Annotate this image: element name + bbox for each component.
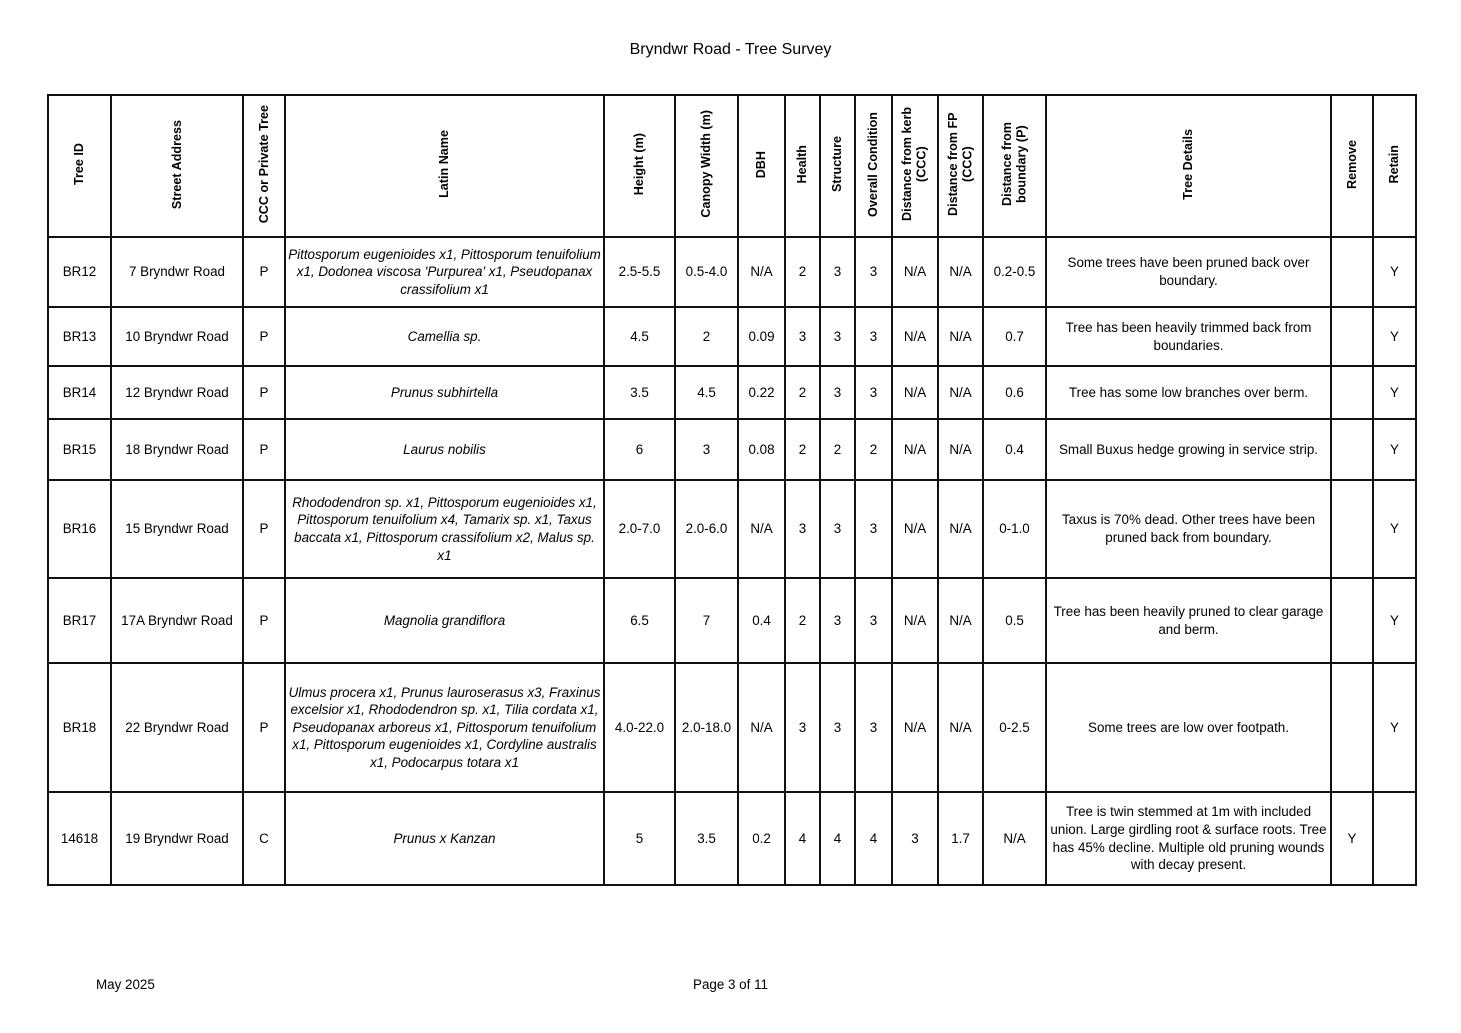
health-cell: 2: [785, 366, 820, 419]
tree-id-cell: BR14: [48, 366, 111, 419]
header-latin-name: Latin Name: [285, 95, 604, 237]
tree-id-cell: BR17: [48, 578, 111, 663]
overall-cell: 3: [855, 307, 892, 366]
fp-distance-cell: N/A: [938, 366, 983, 419]
boundary-distance-cell: 0.6: [983, 366, 1046, 419]
remove-cell: [1331, 663, 1373, 792]
dbh-cell: 0.2: [738, 792, 785, 885]
latin-name-cell: Prunus x Kanzan: [285, 792, 604, 885]
header-retain: Retain: [1373, 95, 1416, 237]
canopy-cell: 2: [675, 307, 738, 366]
kerb-distance-cell: 3: [892, 792, 938, 885]
header-dbh: DBH: [738, 95, 785, 237]
overall-cell: 3: [855, 366, 892, 419]
canopy-cell: 0.5-4.0: [675, 237, 738, 307]
boundary-distance-cell: 0-1.0: [983, 480, 1046, 578]
header-tree-id: Tree ID: [48, 95, 111, 237]
tree-details-cell: Small Buxus hedge growing in service strip.: [1046, 419, 1331, 480]
dbh-cell: 0.4: [738, 578, 785, 663]
dbh-cell: 0.09: [738, 307, 785, 366]
health-cell: 3: [785, 663, 820, 792]
ownership-cell: P: [243, 307, 285, 366]
overall-cell: 3: [855, 578, 892, 663]
boundary-distance-cell: N/A: [983, 792, 1046, 885]
latin-name-cell: Prunus subhirtella: [285, 366, 604, 419]
health-cell: 3: [785, 480, 820, 578]
retain-cell: [1373, 792, 1416, 885]
kerb-distance-cell: N/A: [892, 366, 938, 419]
canopy-cell: 3: [675, 419, 738, 480]
dbh-cell: 0.08: [738, 419, 785, 480]
tree-details-cell: Tree has been heavily trimmed back from boundaries.: [1046, 307, 1331, 366]
remove-cell: [1331, 237, 1373, 307]
header-tree-details: Tree Details: [1046, 95, 1331, 237]
structure-cell: 4: [820, 792, 855, 885]
header-distance-fp: Distance from FP (CCC): [938, 95, 983, 237]
fp-distance-cell: N/A: [938, 307, 983, 366]
tree-id-cell: BR12: [48, 237, 111, 307]
ownership-cell: P: [243, 480, 285, 578]
remove-cell: [1331, 307, 1373, 366]
overall-cell: 3: [855, 663, 892, 792]
height-cell: 2.5-5.5: [604, 237, 675, 307]
fp-distance-cell: N/A: [938, 480, 983, 578]
header-street-address: Street Address: [111, 95, 243, 237]
kerb-distance-cell: N/A: [892, 480, 938, 578]
table-row: [48, 366, 1416, 419]
fp-distance-cell: N/A: [938, 237, 983, 307]
address-cell: 18 Bryndwr Road: [111, 419, 243, 480]
tree-details-cell: Some trees are low over footpath.: [1046, 663, 1331, 792]
header-distance-boundary: Distance from boundary (P): [983, 95, 1046, 237]
footer-date: May 2025: [96, 977, 155, 992]
ownership-cell: P: [243, 366, 285, 419]
structure-cell: 3: [820, 366, 855, 419]
table-row: [48, 237, 1416, 307]
retain-cell: Y: [1373, 480, 1416, 578]
retain-cell: Y: [1373, 578, 1416, 663]
boundary-distance-cell: 0.2-0.5: [983, 237, 1046, 307]
header-row: [48, 95, 1416, 237]
fp-distance-cell: 1.7: [938, 792, 983, 885]
tree-details-cell: Some trees have been pruned back over boundary.: [1046, 237, 1331, 307]
kerb-distance-cell: N/A: [892, 307, 938, 366]
header-structure: Structure: [820, 95, 855, 237]
address-cell: 19 Bryndwr Road: [111, 792, 243, 885]
table-row: [48, 663, 1416, 792]
kerb-distance-cell: N/A: [892, 419, 938, 480]
structure-cell: 3: [820, 480, 855, 578]
header-height: Height (m): [604, 95, 675, 237]
structure-cell: 3: [820, 307, 855, 366]
canopy-cell: 3.5: [675, 792, 738, 885]
health-cell: 4: [785, 792, 820, 885]
dbh-cell: N/A: [738, 480, 785, 578]
overall-cell: 3: [855, 237, 892, 307]
remove-cell: [1331, 419, 1373, 480]
header-distance-kerb: Distance from kerb (CCC): [892, 95, 938, 237]
fp-distance-cell: N/A: [938, 419, 983, 480]
height-cell: 6.5: [604, 578, 675, 663]
table-row: [48, 307, 1416, 366]
health-cell: 3: [785, 307, 820, 366]
latin-name-cell: Laurus nobilis: [285, 419, 604, 480]
latin-name-cell: Ulmus procera x1, Prunus lauroserasus x3, Fraxinus excelsior x1, Rhododendron sp. x1, Tilia cordata x1, Pseudopanax arboreus x1, Pittosporum tenuifolium x1, Pittosporum eugenioides x1, Cordyline australis x1, Podocarpus totara x1: [285, 663, 604, 792]
tree-id-cell: BR18: [48, 663, 111, 792]
address-cell: 12 Bryndwr Road: [111, 366, 243, 419]
canopy-cell: 4.5: [675, 366, 738, 419]
retain-cell: Y: [1373, 237, 1416, 307]
latin-name-cell: Rhododendron sp. x1, Pittosporum eugenioides x1, Pittosporum tenuifolium x4, Tamarix sp. x1, Taxus baccata x1, Pittosporum crassifolium x2, Malus sp. x1: [285, 480, 604, 578]
structure-cell: 3: [820, 663, 855, 792]
kerb-distance-cell: N/A: [892, 578, 938, 663]
header-ccc-or-private: CCC or Private Tree: [243, 95, 285, 237]
overall-cell: 2: [855, 419, 892, 480]
address-cell: 10 Bryndwr Road: [111, 307, 243, 366]
remove-cell: [1331, 578, 1373, 663]
tree-details-cell: Tree is twin stemmed at 1m with included union. Large girdling root & surface roots. Tree has 45% decline. Multiple old pruning wounds with decay present.: [1046, 792, 1331, 885]
structure-cell: 3: [820, 237, 855, 307]
fp-distance-cell: N/A: [938, 663, 983, 792]
canopy-cell: 2.0-6.0: [675, 480, 738, 578]
dbh-cell: N/A: [738, 237, 785, 307]
height-cell: 6: [604, 419, 675, 480]
header-remove: Remove: [1331, 95, 1373, 237]
latin-name-cell: Magnolia grandiflora: [285, 578, 604, 663]
footer-page-number: Page 3 of 11: [693, 977, 768, 992]
header-overall-condition: Overall Condition: [855, 95, 892, 237]
height-cell: 5: [604, 792, 675, 885]
tree-id-cell: 14618: [48, 792, 111, 885]
retain-cell: Y: [1373, 366, 1416, 419]
table-row: [48, 419, 1416, 480]
latin-name-cell: Pittosporum eugenioides x1, Pittosporum tenuifolium x1, Dodonea viscosa 'Purpurea' x1, Pseudopanax crassifolium x1: [285, 237, 604, 307]
dbh-cell: 0.22: [738, 366, 785, 419]
tree-details-cell: Tree has been heavily pruned to clear garage and berm.: [1046, 578, 1331, 663]
height-cell: 2.0-7.0: [604, 480, 675, 578]
latin-name-cell: Camellia sp.: [285, 307, 604, 366]
retain-cell: Y: [1373, 663, 1416, 792]
boundary-distance-cell: 0-2.5: [983, 663, 1046, 792]
canopy-cell: 2.0-18.0: [675, 663, 738, 792]
ownership-cell: P: [243, 578, 285, 663]
header-canopy-width: Canopy Width (m): [675, 95, 738, 237]
health-cell: 2: [785, 237, 820, 307]
table-row: [48, 480, 1416, 578]
table-row: [48, 792, 1416, 885]
fp-distance-cell: N/A: [938, 578, 983, 663]
table-row: [48, 578, 1416, 663]
remove-cell: [1331, 480, 1373, 578]
overall-cell: 4: [855, 792, 892, 885]
boundary-distance-cell: 0.4: [983, 419, 1046, 480]
overall-cell: 3: [855, 480, 892, 578]
kerb-distance-cell: N/A: [892, 237, 938, 307]
height-cell: 4.0-22.0: [604, 663, 675, 792]
address-cell: 17A Bryndwr Road: [111, 578, 243, 663]
height-cell: 3.5: [604, 366, 675, 419]
height-cell: 4.5: [604, 307, 675, 366]
page-title: Bryndwr Road - Tree Survey: [629, 41, 832, 58]
ownership-cell: C: [243, 792, 285, 885]
structure-cell: 3: [820, 578, 855, 663]
tree-details-cell: Tree has some low branches over berm.: [1046, 366, 1331, 419]
retain-cell: Y: [1373, 307, 1416, 366]
remove-cell: [1331, 366, 1373, 419]
tree-id-cell: BR13: [48, 307, 111, 366]
tree-id-cell: BR15: [48, 419, 111, 480]
tree-details-cell: Taxus is 70% dead. Other trees have been pruned back from boundary.: [1046, 480, 1331, 578]
health-cell: 2: [785, 578, 820, 663]
ownership-cell: P: [243, 419, 285, 480]
ownership-cell: P: [243, 663, 285, 792]
ownership-cell: P: [243, 237, 285, 307]
address-cell: 22 Bryndwr Road: [111, 663, 243, 792]
kerb-distance-cell: N/A: [892, 663, 938, 792]
tree-id-cell: BR16: [48, 480, 111, 578]
boundary-distance-cell: 0.5: [983, 578, 1046, 663]
header-health: Health: [785, 95, 820, 237]
canopy-cell: 7: [675, 578, 738, 663]
address-cell: 7 Bryndwr Road: [111, 237, 243, 307]
remove-cell: Y: [1331, 792, 1373, 885]
structure-cell: 2: [820, 419, 855, 480]
tree-survey-table: [47, 94, 1417, 886]
address-cell: 15 Bryndwr Road: [111, 480, 243, 578]
dbh-cell: N/A: [738, 663, 785, 792]
retain-cell: Y: [1373, 419, 1416, 480]
boundary-distance-cell: 0.7: [983, 307, 1046, 366]
health-cell: 2: [785, 419, 820, 480]
